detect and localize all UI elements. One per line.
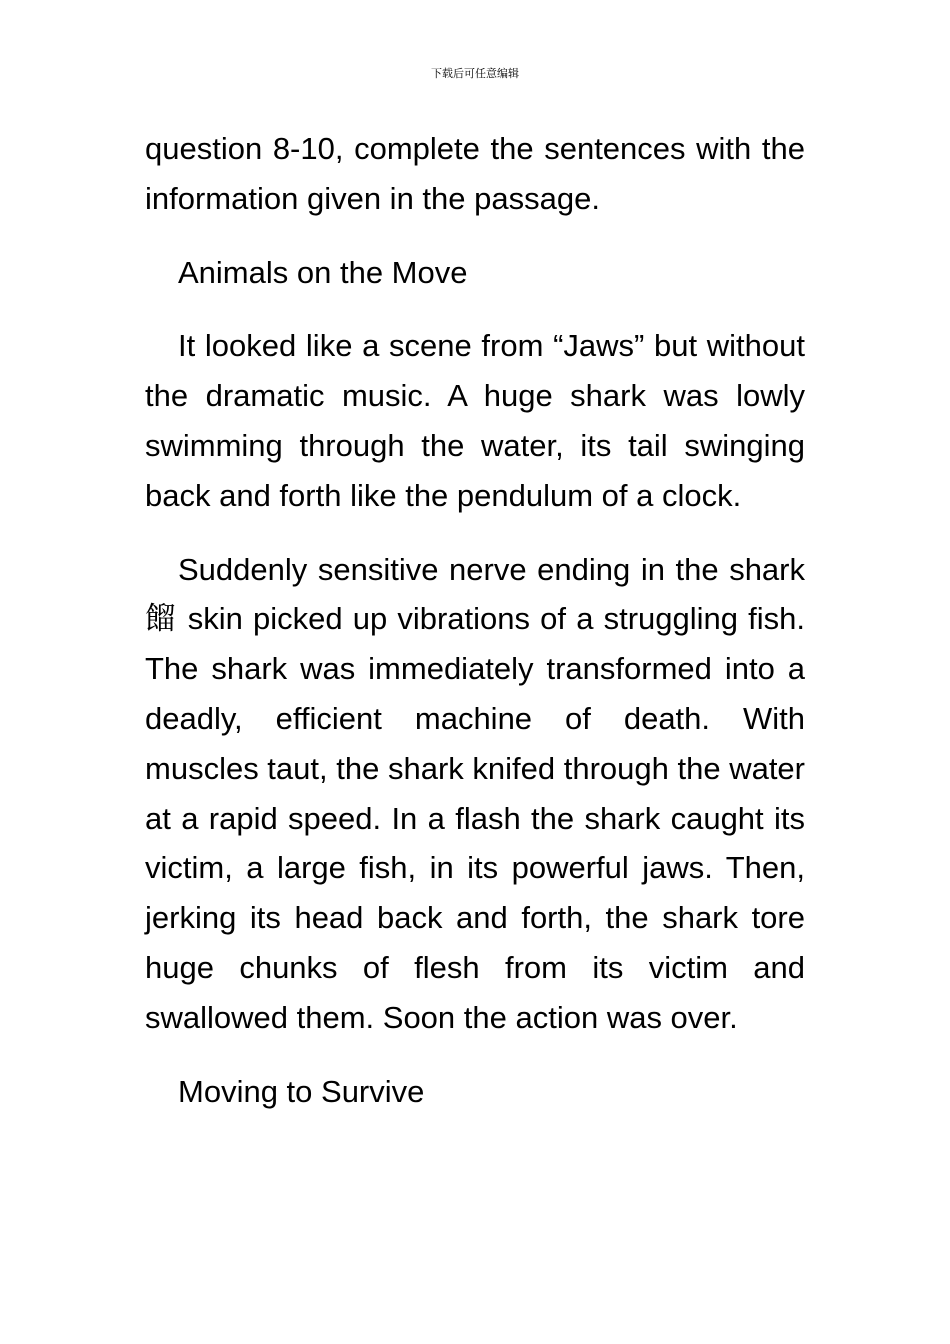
page-header: 下载后可任意编辑: [431, 68, 519, 80]
passage-paragraph-2: Suddenly sensitive nerve ending in the shark 餾 skin picked up vibrations of a struggling fish. The shark was immediately transformed into a deadly, efficient machine of death. With muscles taut, the shark knifed through the water at a rapid speed. In a flash the shark caught its victim, a large fish, in its powerful jaws. Then, jerking its head back and forth, the shark tore huge chunks of flesh from its victim and swallowed them. Soon the action was over.: [145, 551, 805, 1035]
section-subheading: Moving to Survive: [178, 1073, 425, 1109]
passage-paragraph-1: It looked like a scene from “Jaws” but without the dramatic music. A huge shark was lowly swimming through the water, its tail swinging back and forth like the pendulum of a clock.: [145, 328, 805, 513]
instruction-paragraph: question 8-10, complete the sentences with the information given in the passage.: [145, 131, 805, 216]
passage-title: Animals on the Move: [178, 254, 468, 290]
document-body: [145, 124, 805, 1140]
